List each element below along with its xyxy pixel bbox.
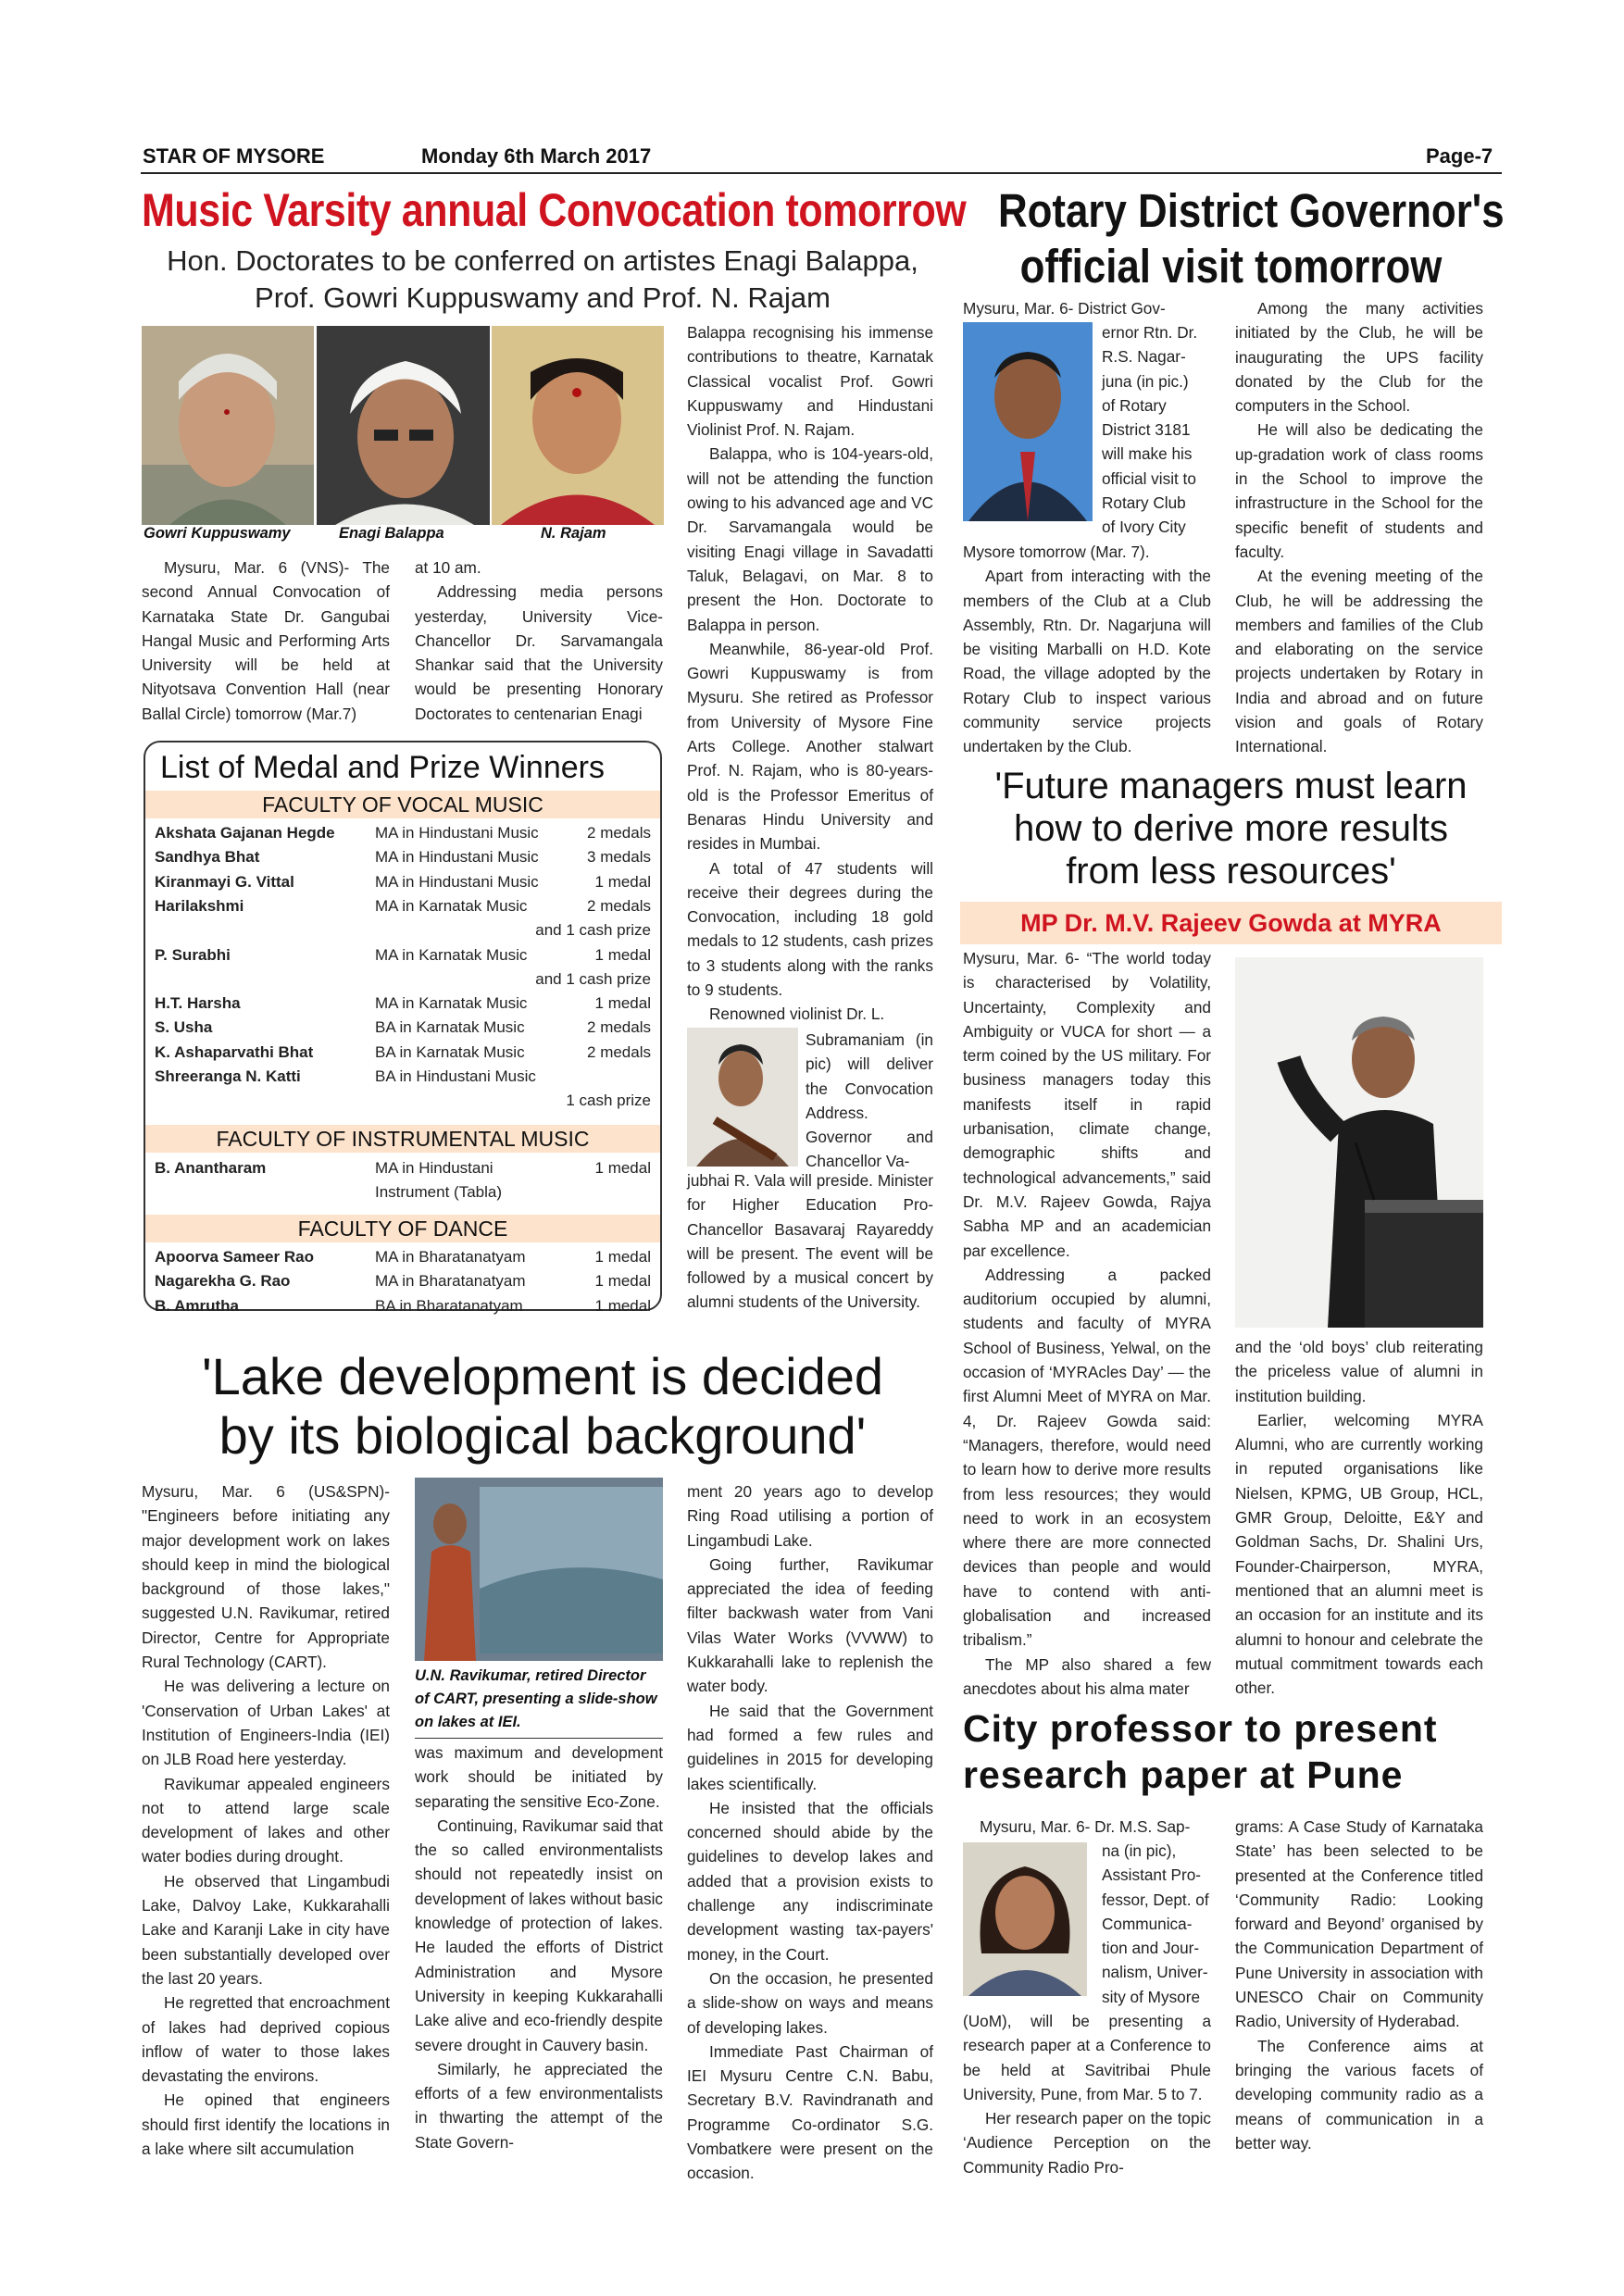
winner-name: Sandhya Bhat — [155, 848, 260, 867]
photo-enagi-balappa — [317, 326, 490, 525]
winner-award: 1 medal — [594, 1248, 651, 1266]
professor-lead — [980, 1815, 1211, 1839]
paragraph: He regretted that encroachment of lakes had deprived copious inflow of water to those lakes devastating the environs. — [142, 1993, 390, 2086]
caption-rajam: N. Rajam — [541, 525, 606, 542]
newspaper-name: STAR OF MYSORE — [143, 144, 325, 168]
rotary-lead — [963, 296, 1211, 320]
photo-l-subramaniam — [687, 1028, 798, 1167]
caption-gowri: Gowri Kuppuswamy — [144, 525, 291, 542]
managers-band: MP Dr. M.V. Rajeev Gowda at MYRA — [960, 902, 1502, 944]
photo-ms-sapna — [963, 1842, 1087, 1996]
medal-box-title: List of Medal and Prize Winners — [160, 750, 605, 785]
paragraph: Earlier, welcoming MYRA Alumni, who are currently working in reputed organisations like Nielsen, KPMG, UB Group, HCL, GMR Group, Deloitte, E&Y and Goldman Sachs, Dr. Shalini Urs, Founder-Chairperson, MYRA, mentioned that an alumni meet is an occasion for an institute and its alumni to honour and celebrate the mutual commitment towards each other. — [1235, 1410, 1483, 1698]
winner-course: MA in Hindustani Music — [375, 848, 539, 867]
winner-row — [145, 824, 660, 848]
photo-ravikumar-slideshow — [415, 1478, 663, 1661]
paragraph: Similarly, he appreciated the efforts of a few environmentalists in thwarting the attempt of the State Govern- — [415, 2059, 663, 2152]
paragraph: Immediate Past Chairman of IEI Mysuru Centre C.N. Babu, Secretary B.V. Ravindranath and Programme Co-ordinator S.G. Vombatkere were present on the occasion. — [687, 2041, 933, 2183]
paragraph: Apart from interacting with the members of the Club at a Club Assembly, Rtn. Dr. Nagarjuna will be visiting Marballi on H.D. Kote Road, the village adopted by the Rotary Club to inspect various community service projects undertaken by the Club. — [963, 567, 1211, 756]
medal-winners-box — [144, 741, 662, 1315]
paragraph: was maximum and development work should be initiated by separating the sensitive Eco-Zone. — [415, 1743, 663, 1811]
paragraph: He opined that engineers should first identify the locations in a lake where silt accumulation — [142, 2090, 390, 2159]
winner-award: 1 medal — [594, 1159, 651, 1177]
winner-name: K. Ashaparvathi Bhat — [155, 1042, 314, 1061]
winner-name: H.T. Harsha — [155, 994, 241, 1013]
music-column-3-end — [687, 1168, 933, 1315]
winner-award: 1 cash prize — [566, 1092, 651, 1110]
winner-award: and 1 cash prize — [535, 921, 651, 940]
winner-row — [145, 921, 660, 945]
paragraph: and the ‘old boys’ club reiterating the priceless value of alumni in institution building. — [1235, 1338, 1483, 1405]
winner-course: MA in Hindustani Music — [375, 872, 539, 891]
professor-wrap-text — [1102, 1839, 1211, 2009]
lake-photo-caption: U.N. Ravikumar, retired Director of CART, presenting a slide-show on lakes at IEI. — [415, 1667, 657, 1730]
wrap-line: will make his — [1102, 444, 1193, 464]
music-column-3 — [687, 320, 933, 1027]
wrap-line: Rotary Club — [1102, 493, 1186, 513]
winner-course: BA in Karnatak Music — [375, 1018, 525, 1037]
winner-name: B. Anantharam — [155, 1159, 267, 1177]
winner-course: MA in Karnatak Music — [375, 945, 528, 964]
wrap-line: juna (in pic.) — [1102, 371, 1189, 391]
winner-name: B. Amrutha — [155, 1296, 239, 1315]
winner-row — [145, 946, 660, 970]
professor-headline-1: City professor to present — [963, 1707, 1438, 1750]
paragraph: Going further, Ravikumar appreciated the idea of feeding filter backwash water from Vani Vilas Water Works (VVWW) to Kukkarahalli lake to replenish the water body. — [687, 1554, 933, 1696]
caption-rule — [415, 1738, 663, 1739]
paragraph: Subramaniam (in pic) will deliver the Convocation Address. Governor and Chancellor Va- — [806, 1030, 933, 1171]
paragraph: He said that the Government had formed a few rules and guidelines in 2015 for developing lakes scientifically. — [687, 1701, 933, 1793]
paragraph: Addressing media persons yesterday, University Vice-Chancellor Dr. Sarvamangala Shankar said that the University would be presenting Honorary Doctorates to centenarian Enagi — [415, 582, 663, 723]
paragraph: Mysore tomorrow (Mar. 7). — [963, 543, 1150, 561]
winner-name: S. Usha — [155, 1018, 213, 1037]
winner-name: Apoorva Sameer Rao — [155, 1248, 314, 1266]
professor-column-2 — [1235, 1815, 1483, 2155]
lake-headline-line: 'Lake development is decided — [201, 1347, 884, 1405]
winner-row — [145, 1272, 660, 1296]
paragraph: (UoM), will be presenting a research paper at a Conference to be held at Savitribai Phule University, Pune, from Mar. 5 to 7. — [963, 2012, 1211, 2103]
winner-row — [145, 1248, 660, 1272]
winner-award: 1 medal — [594, 1272, 651, 1291]
winner-row — [145, 1297, 660, 1321]
issue-date: Monday 6th March 2017 — [421, 144, 652, 168]
photo-rajeev-gowda — [1235, 957, 1483, 1328]
paragraph: At the evening meeting of the Club, he will be addressing the members and families of the Club and elaborating on the service projects undertaken by Rotary in India and abroad and on future vision and goals of Rotary International. — [1235, 567, 1483, 756]
paragraph: ment 20 years ago to develop Ring Road utilising a portion of Lingambudi Lake. — [687, 1482, 933, 1550]
wrap-line: R.S. Nagar- — [1102, 347, 1186, 367]
music-headline: Music Varsity annual Convocation tomorrow — [142, 184, 967, 236]
paragraph: On the occasion, he presented a slide-show on ways and means of developing lakes. — [687, 1968, 933, 2037]
paragraph: Addressing a packed auditorium occupied by alumni, students and faculty of MYRA School of Business, Yelwal, on the occasion of ‘MYRAcles Day’ — the first Alumni Meet of MYRA on Mar. 4, Dr. Rajeev Gowda said: “Managers, therefore, would need to learn how to derive more results from less resources; they would need to work in an ecosystem where there are more connected devices than people and would have to contend with anti-globalisation and increased tribalism.” — [963, 1265, 1211, 1650]
header-rule — [141, 172, 1502, 174]
managers-column-2 — [1235, 1335, 1483, 1700]
wrap-line: ernor Rtn. Dr. — [1102, 323, 1198, 342]
managers-headline-line: how to derive more results — [1013, 808, 1449, 849]
wrap-line: na (in pic), — [1102, 1841, 1177, 1860]
page-number: Page-7 — [1426, 144, 1493, 168]
winner-award: and 1 cash prize — [535, 969, 651, 988]
managers-column-1 — [963, 946, 1211, 1701]
winner-award: 1 medal — [594, 872, 651, 891]
winner-course: BA in Bharatanatyam — [375, 1296, 523, 1315]
paragraph: He insisted that the officials concerned should abide by the guidelines to develop lakes and added that a provision exists to challenge any indiscriminate development wasting tax-payers' money, in the Court. — [687, 1798, 933, 1964]
winner-course: MA in Karnatak Music — [375, 896, 528, 915]
winner-course: MA in Bharatanatyam — [375, 1248, 526, 1266]
photo-gowri-kuppuswamy — [142, 326, 314, 525]
winner-name: Harilakshmi — [155, 896, 244, 915]
lake-column-3 — [687, 1479, 933, 2186]
rotary-headline-2: official visit tomorrow — [1019, 240, 1443, 293]
winner-course: BA in Hindustani Music — [375, 1067, 536, 1085]
paragraph: Renowned violinist Dr. L. — [709, 1004, 885, 1024]
faculty-dance-band: FACULTY OF DANCE — [145, 1215, 660, 1242]
managers-headline-line: from less resources' — [1066, 851, 1396, 892]
professor-column-1 — [963, 2009, 1211, 2179]
winner-row — [145, 1067, 660, 1092]
lake-column-2 — [415, 1741, 663, 2154]
photo-rs-nagarjuna — [963, 322, 1093, 521]
winner-award: 2 medals — [587, 824, 651, 842]
paragraph: He observed that Lingambudi Lake, Dalvoy Lake, Kukkarahalli Lake and Karanji Lake in city have been substantially developed over the last 20 years. — [142, 1871, 390, 1988]
winner-course: BA in Karnatak Music — [375, 1042, 525, 1061]
paragraph: grams: A Case Study of Karnataka State’ has been selected to be presented at the Conference titled ‘Community Radio: Looking forward and Beyond’ organised by the Communication Department of Pune University in association with UNESCO Chair on Community Radio, University of Hyderabad. — [1235, 1817, 1483, 2031]
rotary-column-2 — [1235, 296, 1483, 759]
wrap-line: sity of Mysore — [1102, 1987, 1201, 2006]
winner-name: Akshata Gajanan Hegde — [155, 824, 335, 842]
paragraph: The MP also shared a few anecdotes about his alma mater — [963, 1654, 1211, 1698]
winner-row — [145, 1043, 660, 1067]
paragraph: jubhai R. Vala will preside. Minister for Higher Education Pro-Chancellor Basavaraj Rayareddy will be present. The event will be followed by a musical concert by alumni students of the University. — [687, 1171, 933, 1312]
paragraph: Mysuru, Mar. 6- “The world today is characterised by Volatility, Uncertainty, Complexity and Ambiguity or VUCA for short — a term coined by the US military. For business managers today this manifests itself in rapid urbanisation, climate change, demographic shifts and technological advancements,” said Dr. M.V. Rajeev Gowda, Rajya Sabha MP and an academician par excellence. — [963, 949, 1211, 1260]
paragraph: He will also be dedicating the up-gradation work of class rooms in the School to improve the infrastructure in the School for the specific benefit of students and faculty. — [1235, 420, 1483, 561]
wrap-line: official visit to — [1102, 468, 1196, 488]
winner-course: MA in Karnatak Music — [375, 994, 528, 1013]
winner-row — [145, 970, 660, 994]
faculty-instrumental-band: FACULTY OF INSTRUMENTAL MUSIC — [145, 1125, 660, 1153]
professor-headline-2: research paper at Pune — [963, 1753, 1404, 1796]
managers-headline — [960, 765, 1502, 892]
winner-award: 2 medals — [587, 896, 651, 915]
winner-award: 1 medal — [594, 1296, 651, 1315]
winner-name: P. Surabhi — [155, 945, 231, 964]
winner-name: Nagarekha G. Rao — [155, 1272, 291, 1291]
music-subheadline-2: Prof. Gowri Kuppuswamy and Prof. N. Rajam — [255, 281, 831, 314]
lake-column-1 — [142, 1479, 390, 2161]
winner-row — [145, 994, 660, 1018]
paragraph: at 10 am. — [415, 558, 481, 577]
paragraph: A total of 47 students will receive their degrees during the Convocation, including 18 gold medals to 12 students, cash prizes to 3 students along with the ranks to 9 students. — [687, 858, 933, 1000]
winner-name: Kiranmayi G. Vittal — [155, 872, 294, 891]
winner-award: 1 medal — [594, 994, 651, 1013]
winner-course: MA in Hindustani — [375, 1159, 493, 1177]
winner-course-line2: Instrument (Tabla) — [375, 1183, 502, 1201]
wrap-line: of Rotary — [1102, 395, 1167, 415]
paragraph: Balappa, who is 104-years-old, will not be attending the function owing to his advanced age and VC Dr. Sarvamangala would be visiting Enagi village in Savadatti Taluk, Belagavi, on Mar. 8 to present the Hon. Doctorate to Balappa in person. — [687, 444, 933, 634]
winner-award: 3 medals — [587, 848, 651, 867]
music-column-3-wrap — [806, 1028, 933, 1174]
winner-award: 2 medals — [587, 1042, 651, 1061]
wrap-line: fessor, Dept. of — [1102, 1890, 1209, 1909]
paragraph: Among the many activities initiated by the Club, he will be inaugurating the UPS facility donated by the Club for the computers in the School. — [1235, 299, 1483, 416]
paragraph: Mysuru, Mar. 6- Dr. M.S. Sap- — [980, 1817, 1191, 1836]
lake-headline — [141, 1347, 944, 1466]
winner-row — [145, 873, 660, 897]
rotary-wrap-text — [1102, 320, 1211, 540]
paragraph: Mysuru, Mar. 6- District Gov- — [963, 299, 1166, 318]
music-column-2 — [415, 555, 663, 726]
wrap-line: tion and Jour- — [1102, 1939, 1200, 1958]
paragraph: Meanwhile, 86-year-old Prof. Gowri Kuppuswamy is from Mysuru. She retired as Professor from University of Mysore Fine Arts College. Another stalwart Prof. N. Rajam, who is 80-years-old is the Professor Emeritus of Benaras Hindu University and resides in Mumbai. — [687, 639, 933, 854]
winner-course: MA in Hindustani Music — [375, 824, 539, 842]
paragraph: Her research paper on the topic ‘Audience Perception on the Community Radio Pro- — [963, 2109, 1211, 2177]
rotary-headline-1: Rotary District Governor's — [997, 184, 1505, 237]
rotary-column-1 — [963, 540, 1211, 759]
winner-award: 2 medals — [587, 1018, 651, 1037]
winner-row — [145, 1159, 660, 1201]
wrap-line: of Ivory City — [1102, 518, 1186, 537]
caption-enagi: Enagi Balappa — [339, 525, 444, 542]
music-column-1 — [142, 555, 390, 726]
winner-award: 1 medal — [594, 945, 651, 964]
winner-name: Shreeranga N. Katti — [155, 1067, 301, 1085]
wrap-line: Assistant Pro- — [1102, 1866, 1201, 1885]
paragraph: Continuing, Ravikumar said that the so called environmentalists should not repeatedly insist on development of lakes without basic knowledge of protection of lakes. He lauded the efforts of District Administration and Mysore University in keeping Kukkarahalli Lake alive and eco-friendly despite severe drought in Cauvery basin. — [415, 1816, 663, 2054]
lake-headline-line: by its biological background' — [219, 1406, 867, 1465]
music-subheadline-1: Hon. Doctorates to be conferred on artistes Enagi Balappa, — [167, 244, 918, 277]
photo-n-rajam — [492, 326, 664, 525]
paragraph: Mysuru, Mar. 6 (US&SPN)- "Engineers before initiating any major development work on lakes should keep in mind the biological background of those lakes," suggested U.N. Ravikumar, retired Director, Centre for Appropriate Rural Technology (CART). — [142, 1482, 390, 1672]
wrap-line: nalism, Univer- — [1102, 1963, 1208, 1982]
managers-headline-line: 'Future managers must learn — [994, 766, 1468, 806]
paragraph: The Conference aims at bringing the various facets of developing community radio as a means of communication in a better way. — [1235, 2036, 1483, 2152]
paragraph: Balappa recognising his immense contributions to theatre, Karnatak Classical vocalist Prof. Gowri Kuppuswamy and Hindustani Violinist Prof. N. Rajam. — [687, 323, 933, 440]
paragraph: Mysuru, Mar. 6 (VNS)- The second Annual Convocation of Karnataka State Dr. Gangubai Hangal Music and Performing Arts University will be held at Nityotsava Convention Hall (near Ballal Circle) tomorrow (Mar.7) — [142, 558, 390, 723]
winner-course: MA in Bharatanatyam — [375, 1272, 526, 1291]
winner-row — [145, 1018, 660, 1042]
paragraph: He was delivering a lecture on 'Conservation of Urban Lakes' at Institution of Engineers-India (IEI) on JLB Road here yesterday. — [142, 1677, 390, 1769]
faculty-vocal-band: FACULTY OF VOCAL MUSIC — [145, 791, 660, 818]
wrap-line: Communica- — [1102, 1914, 1193, 1933]
winner-row — [145, 1092, 660, 1116]
winner-row — [145, 897, 660, 921]
winner-row — [145, 848, 660, 872]
wrap-line: District 3181 — [1102, 420, 1191, 440]
paragraph: Ravikumar appealed engineers not to attend large scale development of lakes and other water bodies during drought. — [142, 1774, 390, 1866]
